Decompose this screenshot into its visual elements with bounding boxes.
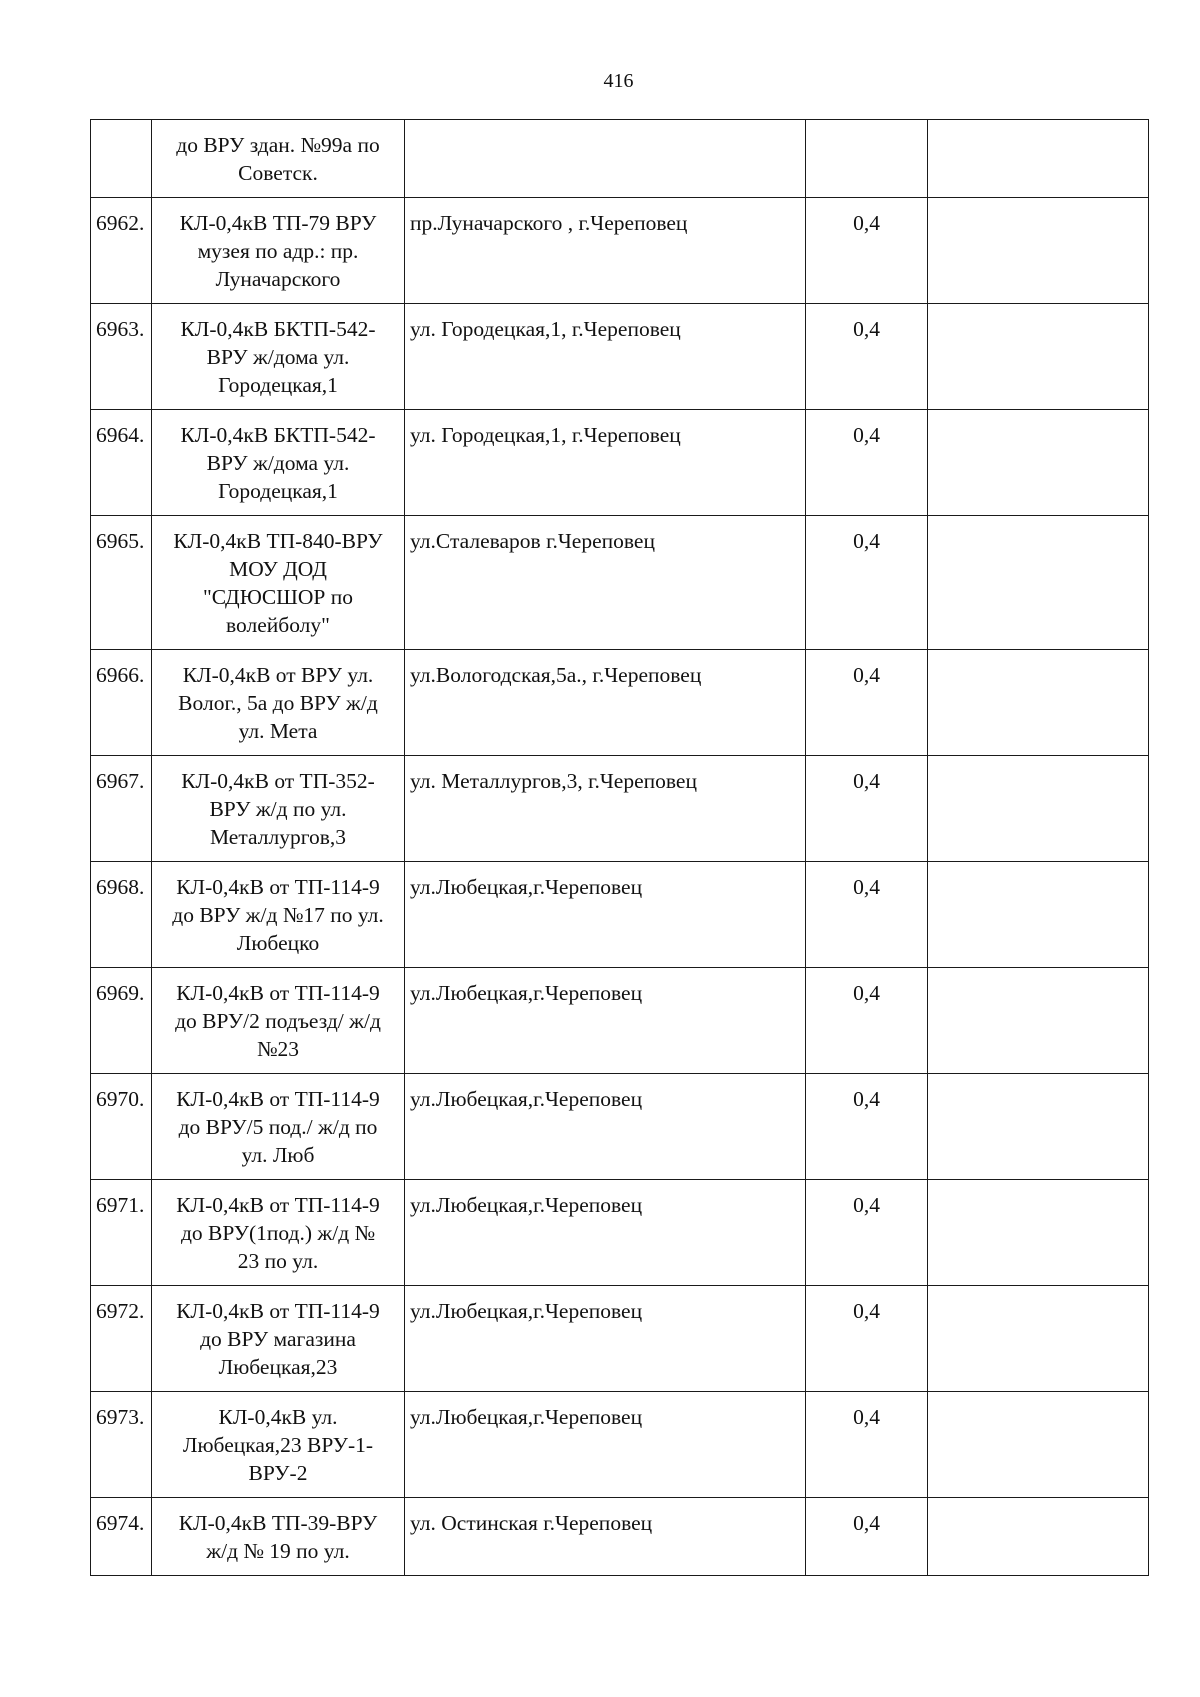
line-name-cell-text: КЛ-0,4кВ от ТП-114-9 до ВРУ магазина Любецкая,23 [176, 1299, 380, 1379]
voltage-cell-text: 0,4 [853, 981, 880, 1005]
table-row [91, 198, 1149, 304]
address-cell [405, 756, 806, 862]
voltage-cell [806, 1074, 928, 1180]
table-body [91, 120, 1149, 1576]
line-name-cell-text: КЛ-0,4кВ БКТП-542- ВРУ ж/дома ул. Городецкая,1 [180, 423, 376, 503]
row-number-cell [91, 650, 152, 756]
voltage-cell-text: 0,4 [853, 1511, 880, 1535]
table-row [91, 650, 1149, 756]
voltage-cell-text: 0,4 [853, 1087, 880, 1111]
address-cell [405, 968, 806, 1074]
notes-cell [928, 516, 1149, 650]
voltage-cell-text: 0,4 [853, 211, 880, 235]
voltage-cell [806, 862, 928, 968]
voltage-cell [806, 1180, 928, 1286]
line-name-cell-text: до ВРУ здан. №99а по Советск. [176, 133, 380, 185]
address-cell [405, 304, 806, 410]
line-name-cell [152, 650, 405, 756]
address-cell [405, 198, 806, 304]
table-row [91, 1180, 1149, 1286]
address-cell-text: ул.Любецкая,г.Череповец [410, 1087, 643, 1111]
row-number-cell [91, 968, 152, 1074]
cable-lines-table [90, 119, 1149, 1576]
row-number-cell-text: 6973. [96, 1405, 145, 1429]
table-row [91, 120, 1149, 198]
voltage-cell [806, 198, 928, 304]
voltage-cell-text: 0,4 [853, 317, 880, 341]
line-name-cell-text: КЛ-0,4кВ ТП-840-ВРУ МОУ ДОД "СДЮСШОР по волейболу" [173, 529, 383, 637]
line-name-cell [152, 1286, 405, 1392]
voltage-cell [806, 120, 928, 198]
line-name-cell [152, 120, 405, 198]
row-number-cell-text: 6972. [96, 1299, 145, 1323]
row-number-cell [91, 198, 152, 304]
table-row [91, 516, 1149, 650]
line-name-cell [152, 198, 405, 304]
row-number-cell-text: 6963. [96, 317, 145, 341]
address-cell [405, 516, 806, 650]
line-name-cell [152, 516, 405, 650]
address-cell [405, 1392, 806, 1498]
line-name-cell [152, 1180, 405, 1286]
address-cell-text: пр.Луначарского , г.Череповец [410, 211, 688, 235]
notes-cell [928, 1180, 1149, 1286]
table-row [91, 1392, 1149, 1498]
notes-cell [928, 198, 1149, 304]
notes-cell [928, 650, 1149, 756]
line-name-cell-text: КЛ-0,4кВ от ТП-114-9 до ВРУ/2 подъезд/ ж/д №23 [175, 981, 381, 1061]
line-name-cell-text: КЛ-0,4кВ от ТП-114-9 до ВРУ(1под.) ж/д № 23 по ул. [176, 1193, 380, 1273]
line-name-cell-text: КЛ-0,4кВ от ТП-114-9 до ВРУ ж/д №17 по ул. Любецко [172, 875, 384, 955]
row-number-cell [91, 756, 152, 862]
voltage-cell-text: 0,4 [853, 663, 880, 687]
voltage-cell [806, 756, 928, 862]
notes-cell [928, 1392, 1149, 1498]
voltage-cell [806, 968, 928, 1074]
row-number-cell [91, 410, 152, 516]
voltage-cell [806, 1498, 928, 1576]
address-cell [405, 410, 806, 516]
voltage-cell-text: 0,4 [853, 875, 880, 899]
line-name-cell [152, 968, 405, 1074]
voltage-cell [806, 516, 928, 650]
row-number-cell-text: 6970. [96, 1087, 145, 1111]
voltage-cell-text: 0,4 [853, 529, 880, 553]
table-row [91, 1286, 1149, 1392]
voltage-cell [806, 304, 928, 410]
line-name-cell-text: КЛ-0,4кВ от ТП-114-9 до ВРУ/5 под./ ж/д по ул. Люб [176, 1087, 380, 1167]
row-number-cell-text: 6967. [96, 769, 145, 793]
notes-cell [928, 120, 1149, 198]
row-number-cell [91, 516, 152, 650]
address-cell [405, 1498, 806, 1576]
voltage-cell [806, 1286, 928, 1392]
voltage-cell-text: 0,4 [853, 769, 880, 793]
voltage-cell-text: 0,4 [853, 423, 880, 447]
line-name-cell-text: КЛ-0,4кВ ТП-79 ВРУ музея по адр.: пр. Луначарского [179, 211, 377, 291]
line-name-cell [152, 304, 405, 410]
voltage-cell [806, 410, 928, 516]
address-cell [405, 1074, 806, 1180]
row-number-cell [91, 1498, 152, 1576]
address-cell-text: ул. Городецкая,1, г.Череповец [410, 317, 681, 341]
row-number-cell-text: 6969. [96, 981, 145, 1005]
notes-cell [928, 862, 1149, 968]
line-name-cell [152, 1392, 405, 1498]
address-cell [405, 120, 806, 198]
address-cell-text: ул. Городецкая,1, г.Череповец [410, 423, 681, 447]
line-name-cell-text: КЛ-0,4кВ БКТП-542- ВРУ ж/дома ул. Городецкая,1 [180, 317, 376, 397]
line-name-cell [152, 1498, 405, 1576]
line-name-cell [152, 862, 405, 968]
address-cell [405, 1286, 806, 1392]
table-row [91, 1498, 1149, 1576]
table-row [91, 862, 1149, 968]
row-number-cell-text: 6966. [96, 663, 145, 687]
row-number-cell [91, 1286, 152, 1392]
row-number-cell-text: 6964. [96, 423, 145, 447]
line-name-cell-text: КЛ-0,4кВ от ВРУ ул. Волог., 5а до ВРУ ж/д ул. Мета [178, 663, 378, 743]
line-name-cell [152, 1074, 405, 1180]
address-cell-text: ул.Вологодская,5а., г.Череповец [410, 663, 702, 687]
row-number-cell [91, 862, 152, 968]
row-number-cell-text: 6974. [96, 1511, 145, 1535]
table-row [91, 756, 1149, 862]
address-cell-text: ул.Любецкая,г.Череповец [410, 1405, 643, 1429]
table-row [91, 1074, 1149, 1180]
address-cell-text: ул.Сталеваров г.Череповец [410, 529, 655, 553]
notes-cell [928, 410, 1149, 516]
row-number-cell [91, 304, 152, 410]
notes-cell [928, 304, 1149, 410]
address-cell [405, 1180, 806, 1286]
voltage-cell-text: 0,4 [853, 1405, 880, 1429]
notes-cell [928, 1498, 1149, 1576]
row-number-cell-text: 6965. [96, 529, 145, 553]
address-cell [405, 650, 806, 756]
row-number-cell [91, 1180, 152, 1286]
address-cell-text: ул.Любецкая,г.Череповец [410, 875, 643, 899]
address-cell-text: ул.Любецкая,г.Череповец [410, 1193, 643, 1217]
row-number-cell-text: 6971. [96, 1193, 145, 1217]
row-number-cell-text: 6968. [96, 875, 145, 899]
notes-cell [928, 1074, 1149, 1180]
row-number-cell-text: 6962. [96, 211, 145, 235]
voltage-cell [806, 1392, 928, 1498]
line-name-cell [152, 756, 405, 862]
address-cell-text: ул. Металлургов,3, г.Череповец [410, 769, 697, 793]
line-name-cell-text: КЛ-0,4кВ от ТП-352- ВРУ ж/д по ул. Металлургов,3 [181, 769, 375, 849]
row-number-cell [91, 1392, 152, 1498]
row-number-cell [91, 1074, 152, 1180]
address-cell-text: ул.Любецкая,г.Череповец [410, 981, 643, 1005]
line-name-cell [152, 410, 405, 516]
notes-cell [928, 756, 1149, 862]
table-row [91, 968, 1149, 1074]
voltage-cell-text: 0,4 [853, 1193, 880, 1217]
line-name-cell-text: КЛ-0,4кВ ТП-39-ВРУ ж/д № 19 по ул. [178, 1511, 378, 1563]
address-cell [405, 862, 806, 968]
table-row [91, 304, 1149, 410]
address-cell-text: ул.Любецкая,г.Череповец [410, 1299, 643, 1323]
line-name-cell-text: КЛ-0,4кВ ул. Любецкая,23 ВРУ-1- ВРУ-2 [182, 1405, 374, 1485]
voltage-cell [806, 650, 928, 756]
address-cell-text: ул. Остинская г.Череповец [410, 1511, 653, 1535]
notes-cell [928, 1286, 1149, 1392]
row-number-cell [91, 120, 152, 198]
page-number: 416 [603, 70, 634, 92]
voltage-cell-text: 0,4 [853, 1299, 880, 1323]
notes-cell [928, 968, 1149, 1074]
table-row [91, 410, 1149, 516]
